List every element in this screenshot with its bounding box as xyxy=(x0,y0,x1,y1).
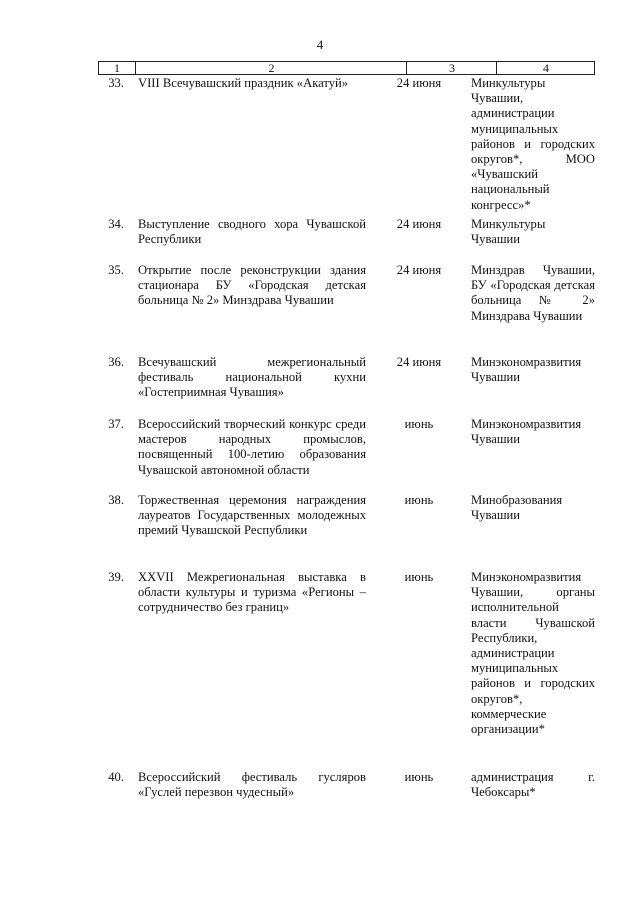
event-title: Открытие после реконструкции здания стационара БУ «Городская детская больница № 2» Минздрава Чувашии xyxy=(138,263,366,308)
row-number: 37. xyxy=(108,417,124,431)
row-number: 39. xyxy=(108,570,124,584)
event-responsible: администрация г. Чебоксары* xyxy=(471,770,595,800)
event-date: 24 июня xyxy=(396,217,442,231)
event-title: XXVII Межрегиональная выставка в области культуры и туризма «Регионы – сотрудничество без границ» xyxy=(138,570,366,615)
event-responsible: Минэкономразвития Чувашии xyxy=(471,417,582,447)
event-title: Всечувашский межрегиональный фестиваль национальной кухни «Гостеприимная Чувашия» xyxy=(138,355,366,400)
row-number: 38. xyxy=(108,493,124,507)
event-responsible: Минэкономразвития Чувашии, органы исполнительной власти Чувашской Республики, администрации муниципальных районов и городских округов*, коммерческие организации* xyxy=(471,570,595,737)
table-header xyxy=(98,61,595,75)
event-title: Выступление сводного хора Чувашской Республики xyxy=(138,217,366,247)
event-responsible: Минкультуры Чувашии xyxy=(471,217,546,247)
row-number: 34. xyxy=(108,217,124,231)
row-number: 35. xyxy=(108,263,124,277)
row-number: 33. xyxy=(108,76,124,90)
event-date: 24 июня xyxy=(396,263,442,277)
event-title: VIII Всечувашский праздник «Акатуй» xyxy=(138,76,349,90)
header-col-1: 1 xyxy=(114,61,120,75)
row-number: 40. xyxy=(108,770,124,784)
event-date: июнь xyxy=(404,493,434,507)
header-col-3: 3 xyxy=(406,62,497,74)
event-responsible: Минэкономразвития Чувашии xyxy=(471,355,582,385)
event-responsible: Минздрав Чувашии, БУ «Городская детская больница № 2» Минздрава Чувашии xyxy=(471,263,595,323)
event-title: Всероссийский фестиваль гусляров «Гуслей перезвон чудесный» xyxy=(138,770,366,800)
event-date: июнь xyxy=(404,570,434,584)
header-col-2: 2 xyxy=(135,62,407,74)
event-title: Всероссийский творческий конкурс среди мастеров народных промыслов, посвященный 100-летию образования Чувашской автономной области xyxy=(138,417,366,477)
event-responsible: Минкультуры Чувашии, администрации муниципальных районов и городских округов*, МОО «Чувашский национальный конгресс»* xyxy=(471,76,595,212)
event-date: июнь xyxy=(404,770,434,784)
event-title: Торжественная церемония награждения лауреатов Государственных молодежных премий Чувашской Республики xyxy=(138,493,366,538)
page-number: 4 xyxy=(316,37,324,52)
event-date: 24 июня xyxy=(396,76,442,90)
row-number: 36. xyxy=(108,355,124,369)
event-date: 24 июня xyxy=(396,355,442,369)
event-responsible: Минобразования Чувашии xyxy=(471,493,563,523)
event-date: июнь xyxy=(404,417,434,431)
header-col-4: 4 xyxy=(496,62,595,74)
